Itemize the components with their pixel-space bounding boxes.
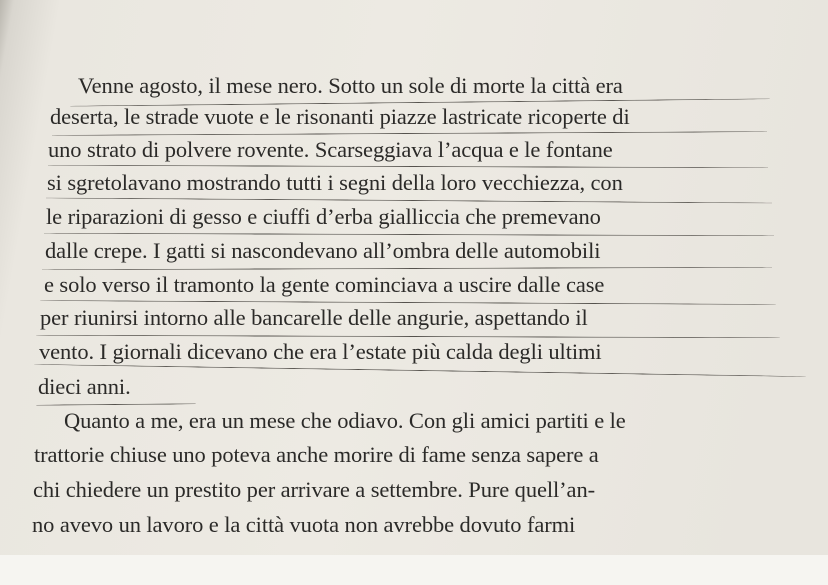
text-line: no avevo un lavoro e la città vuota non avrebbe dovuto farmi bbox=[32, 512, 576, 537]
text-line: Venne agosto, il mese nero. Sotto un sole di morte la città era bbox=[78, 73, 623, 98]
text-line: uno strato di polvere rovente. Scarseggiava l’acqua e le fontane bbox=[48, 137, 613, 162]
text-line: trattorie chiuse uno poteva anche morire di fame senza sapere a bbox=[34, 442, 599, 467]
text-line: dalle crepe. I gatti si nascondevano all’ombra delle automobili bbox=[45, 238, 601, 263]
text-line: le riparazioni di gesso e ciuffi d’erba gialliccia che premevano bbox=[46, 204, 601, 229]
text-line: e solo verso il tramonto la gente cominciava a uscire dalle case bbox=[44, 272, 605, 297]
text-line: deserta, le strade vuote e le risonanti piazze lastricate ricoperte di bbox=[50, 104, 630, 129]
text-line: chi chiedere un prestito per arrivare a settembre. Pure quell’an- bbox=[33, 477, 595, 502]
text-line: per riunirsi intorno alle bancarelle delle angurie, aspettando il bbox=[40, 305, 588, 330]
page-bottom-edge bbox=[0, 555, 828, 585]
text-line: Quanto a me, era un mese che odiavo. Con gli amici partiti e le bbox=[64, 408, 626, 433]
text-line: dieci anni. bbox=[38, 374, 131, 399]
text-line: vento. I giornali dicevano che era l’estate più calda degli ultimi bbox=[39, 339, 602, 364]
text-line: si sgretolavano mostrando tutti i segni della loro vecchiezza, con bbox=[47, 170, 623, 195]
